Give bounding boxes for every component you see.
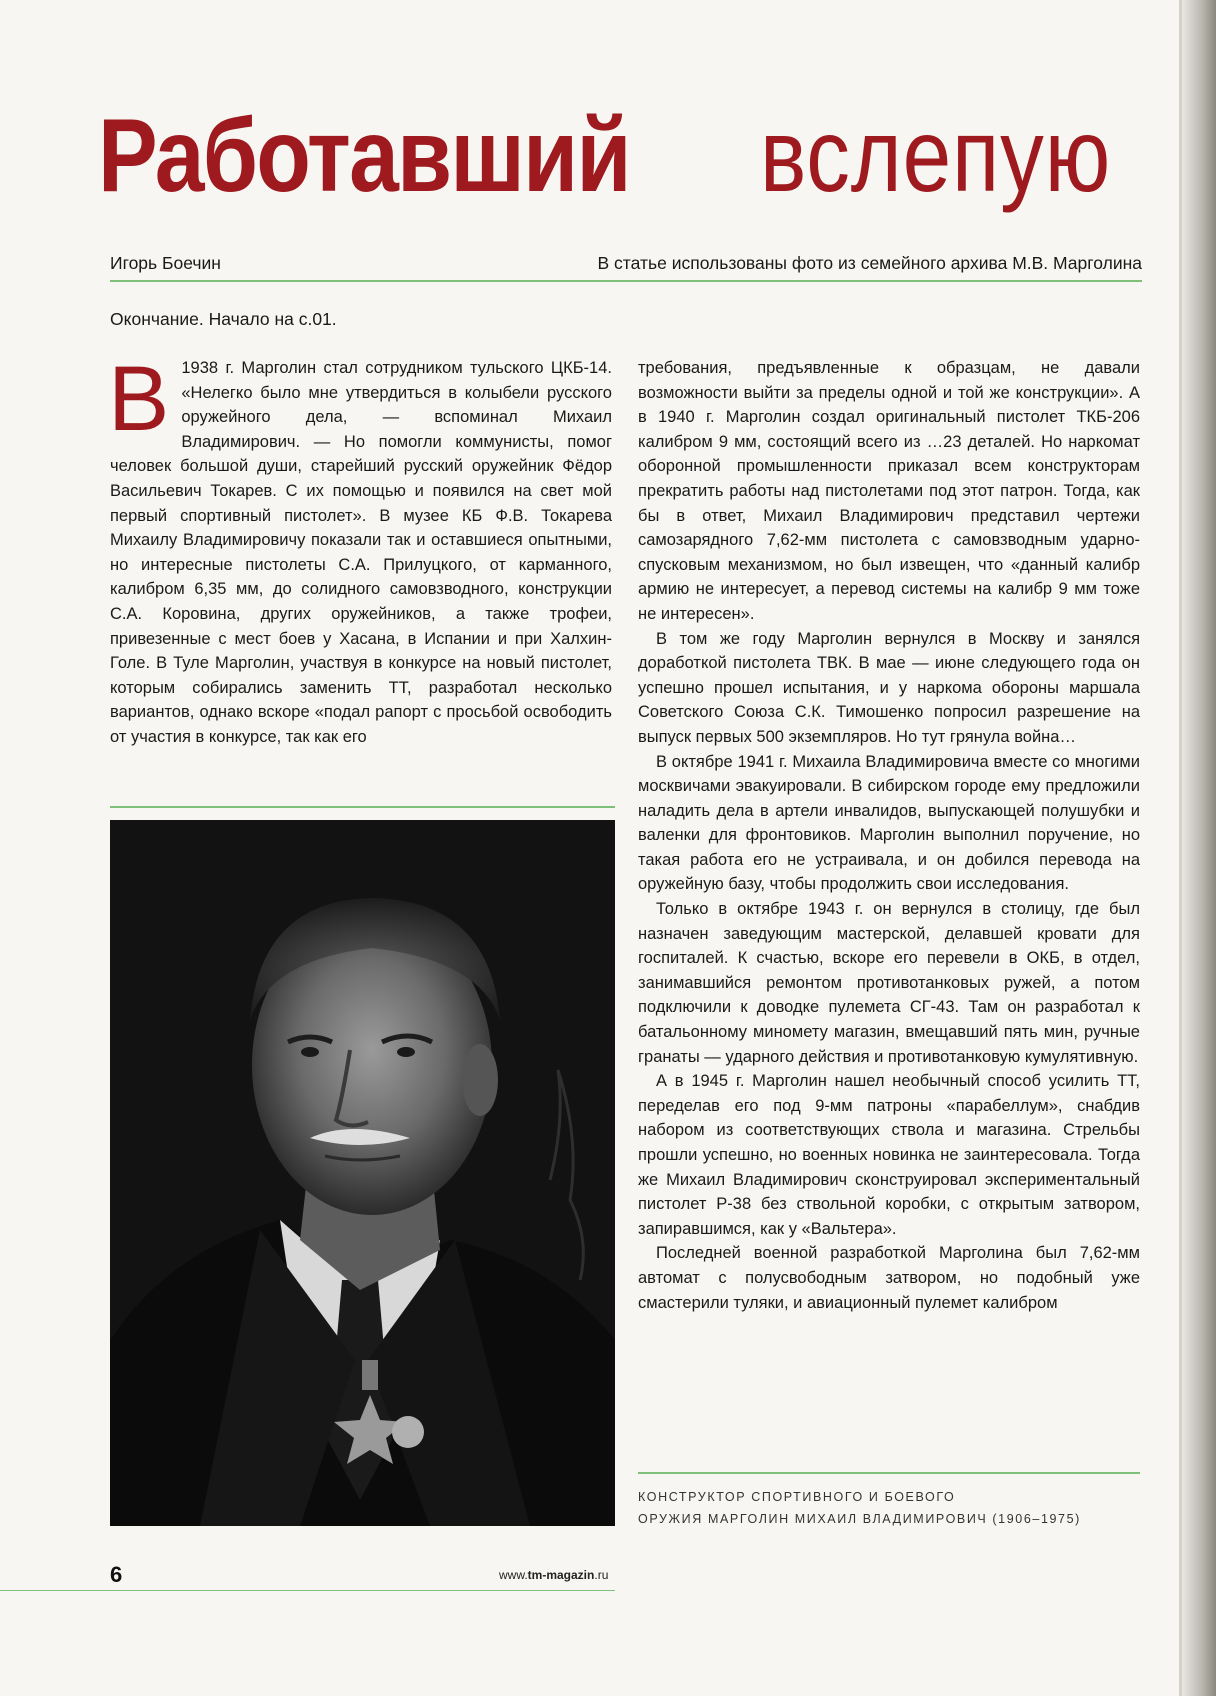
byline-rule <box>110 280 1142 282</box>
paragraph: В октябре 1941 г. Михаила Владимировича вместе со многими москвичами эвакуировали. В сибирском городе ему предложили наладить дела в артели инвалидов, выпускающей полушубки и валенки для фронтовиков. Марголин выполнил поручение, но такая работа его не устраивала, и он добился перевода на оружейную базу, чтобы продолжить свои исследования. <box>638 752 1140 894</box>
paragraph: В том же году Марголин вернулся в Москву и занялся доработкой пистолета ТВК. В мае — июне следующего года он успешно прошел испытания, и у наркома обороны маршала Советского Союза С.К. Тимошенко попросил разрешение на выпуск первых 500 экземпляров. Но тут грянула война… <box>638 629 1140 746</box>
site-name: tm-magazin <box>527 1568 595 1582</box>
caption-line: ОРУЖИЯ МАРГОЛИН МИХАИЛ ВЛАДИМИРОВИЧ (1906–1975) <box>638 1512 1081 1526</box>
paragraph: А в 1945 г. Марголин нашел необычный способ усилить ТТ, переделав его под 9-мм патроны «парабеллум», снабдив набором из соответствующих ствола и магазина. Стрельбы прошли успешно, но военных новинка не заинтересовала. Тогда же Михаил Владимирович сконструировал экспериментальный пистолет Р-38 без ствольной коробки, с открытым затвором, запиравшимся, как у «Вальтера». <box>638 1072 1140 1238</box>
site-suffix: .ru <box>594 1568 609 1582</box>
right-column <box>638 356 1140 1315</box>
photo-credit: В статье использованы фото из семейного архива М.В. Марголина <box>597 253 1142 273</box>
site-prefix: www. <box>499 1568 528 1582</box>
title-bold: Работавший <box>98 98 630 214</box>
paragraph <box>108 348 612 750</box>
portrait-photo <box>110 820 615 1526</box>
title-light: вслепую <box>760 98 1112 214</box>
caption-line: КОНСТРУКТОР СПОРТИВНОГО И БОЕВОГО <box>638 1490 956 1504</box>
byline <box>110 250 1142 276</box>
continuation-note: Окончание. Начало на с.01. <box>110 309 337 329</box>
paragraph: требования, предъявленные к образцам, не давали возможности выйти за пределы одной и той же конструкции». А в 1940 г. Марголин создал оригинальный пистолет ТКБ-206 калибром 9 мм, состоящий всего из …23 деталей. Но наркомат оборонной промышленности приказал всем конструкторам прекратить работы над пистолетами под этот патрон. Тогда, как бы в ответ, Михаил Владимирович представил чертежи самозарядного 7,62-мм пистолета с самовзводным ударно-спусковым механизмом, но был извещен, что «данный калибр армию не интересует, а перевод системы на калибр 9 мм тоже не интересен». <box>638 359 1140 623</box>
paragraph: Только в октябре 1943 г. он вернулся в столицу, где был назначен заведующим мастерской, делавшей кровати для госпиталей. К счастью, вскоре его перевели в ОКБ, в отдел, занимавшийся ремонтом противотанковых ружей, а потом подключили к доводке пулемета СГ-43. Там он разработал к батальонному миномету магазин, вмещавший пять мин, ручные гранаты — ударного действия и противотанковую кумулятивную. <box>638 900 1140 1066</box>
footer-rule <box>0 1590 615 1591</box>
page-binding-shadow <box>1182 0 1216 1696</box>
drop-cap: В <box>108 348 170 450</box>
portrait-image <box>110 820 615 1526</box>
photo-caption <box>638 1486 1138 1530</box>
page-number: 6 <box>110 1562 123 1587</box>
left-column <box>108 348 612 750</box>
paragraph: Последней военной разработкой Марголина был 7,62-мм автомат с полусвободным затвором, но подобный уже смастерили туляки, и авиационный пулемет калибром <box>638 1244 1140 1312</box>
photo-rule <box>110 806 615 808</box>
article-title <box>98 96 1148 216</box>
website-link[interactable] <box>499 1568 608 1582</box>
caption-rule <box>638 1472 1140 1474</box>
paragraph-text: 1938 г. Марголин стал сотрудником тульского ЦКБ-14. «Нелегко было мне утвердиться в колыбели русского оружейного дела, — вспоминал Михаил Владимирович. — Но помогли коммунисты, помог человек большой души, старейший русский оружейник Фёдор Васильевич Токарев. С их помощью и появился на свет мой первый спортивный пистолет». В музее КБ Ф.В. Токарева Михаилу Владимировичу показали так и оставшиеся опытными, но интересные пистолеты С.А. Прилуцкого, от карманного, калибром 6,35 мм, до солидного самовзводного, конструкции С.А. Коровина, других оружейников, а также трофеи, привезенные с мест боев у Хасана, в Испании и при Халхин-Голе. В Туле Марголин, участвуя в конкурсе на новый пистолет, которым собирались заменить ТТ, разработал несколько вариантов, однако вскоре «подал рапорт с просьбой освободить от участия в конкурсе, так как его <box>110 359 612 746</box>
author-name: Игорь Боечин <box>110 253 221 273</box>
